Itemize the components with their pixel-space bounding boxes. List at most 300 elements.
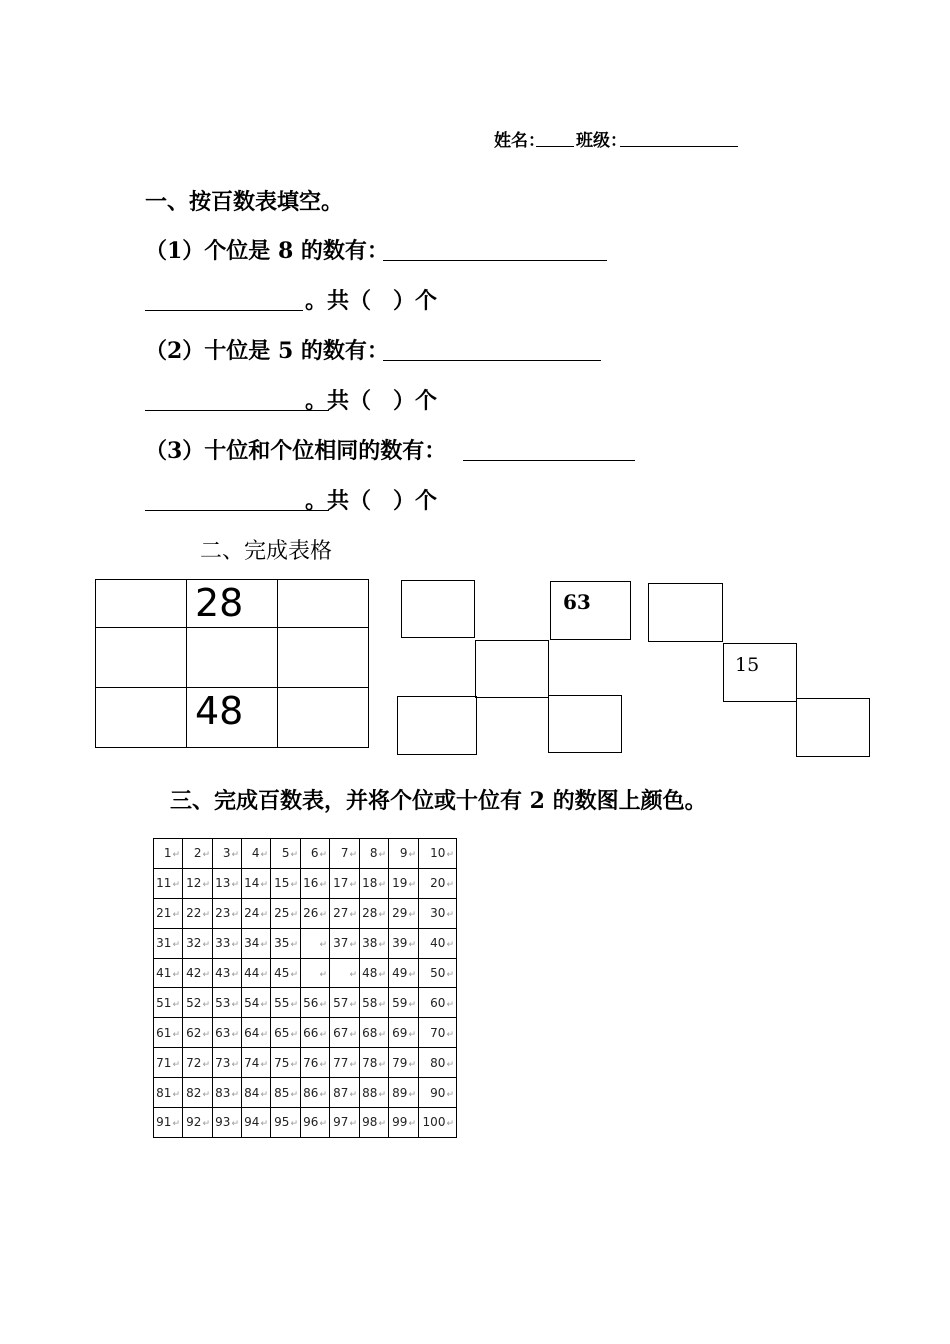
hundred-cell-number: 12: [186, 876, 202, 891]
grid-cell[interactable]: [96, 688, 187, 748]
hundred-cell[interactable]: [419, 958, 457, 988]
return-mark-icon: ↵: [349, 1059, 357, 1070]
return-mark-icon: ↵: [446, 970, 454, 980]
hundred-cell[interactable]: [389, 988, 419, 1018]
hundred-cell[interactable]: [360, 868, 389, 898]
return-mark-icon: ↵: [349, 850, 357, 861]
hundred-cell[interactable]: [330, 839, 360, 869]
hundred-cell-number: 21: [156, 906, 172, 921]
hundred-cell-number: 5: [281, 846, 290, 861]
hundred-cell-number: 67: [333, 1025, 349, 1040]
header-class-label: 班级：: [576, 131, 627, 151]
return-mark-icon: ↵: [290, 1089, 298, 1100]
hundred-cell-number: 14: [244, 876, 260, 891]
hundred-cell[interactable]: [330, 1048, 360, 1078]
return-mark-icon: ↵: [260, 1119, 268, 1130]
return-mark-icon: ↵: [202, 1119, 210, 1130]
hundred-cell-number: 51: [156, 995, 172, 1010]
hundred-cell-number: 1: [163, 846, 172, 861]
return-mark-icon: ↵: [319, 910, 327, 921]
return-mark-icon: ↵: [290, 910, 298, 921]
hundred-cell-number: 59: [392, 995, 408, 1010]
q1-blank-1[interactable]: [383, 260, 607, 261]
hundred-cell[interactable]: [271, 1108, 301, 1138]
return-mark-icon: ↵: [202, 910, 210, 921]
return-mark-icon: ↵: [231, 910, 239, 921]
hundred-cell-blank[interactable]: [330, 958, 360, 988]
hundred-cell[interactable]: [242, 839, 271, 869]
hundred-cell[interactable]: [271, 898, 301, 928]
hundred-cell-number: 33: [215, 936, 231, 951]
hundred-cell[interactable]: [183, 1018, 213, 1048]
hundred-cell[interactable]: [213, 1108, 242, 1138]
hundred-cell-number: 32: [186, 936, 202, 951]
hundred-cell-number: 62: [186, 1025, 202, 1040]
return-mark-icon: ↵: [319, 1119, 327, 1130]
q2-blank-2[interactable]: [145, 410, 329, 411]
hundred-cell-blank[interactable]: [301, 958, 330, 988]
return-mark-icon: ↵: [172, 970, 180, 980]
hundred-cell[interactable]: [419, 898, 457, 928]
section3-title: 三、完成百数表，并将个位或十位有 2 的数图上颜色。: [170, 788, 707, 814]
hundred-cell-number: 64: [244, 1025, 260, 1040]
hundred-cell[interactable]: [242, 958, 271, 988]
hundred-cell[interactable]: [154, 958, 183, 988]
hundred-cell[interactable]: [183, 1108, 213, 1138]
hundred-cell-number: 9: [399, 846, 408, 861]
hundred-cell[interactable]: [360, 1078, 389, 1108]
return-mark-icon: ↵: [446, 999, 454, 1010]
return-mark-icon: ↵: [408, 1119, 416, 1130]
return-mark-icon: ↵: [172, 1059, 180, 1070]
hundred-cell-number: 43: [215, 966, 231, 980]
hundred-cell[interactable]: [154, 988, 183, 1018]
hundred-cell[interactable]: [271, 928, 301, 958]
hundred-chart: [153, 838, 457, 1138]
hundred-cell[interactable]: [213, 1048, 242, 1078]
return-mark-icon: ↵: [408, 880, 416, 891]
hundred-cell[interactable]: [301, 898, 330, 928]
hundred-cell-number: 70: [430, 1025, 446, 1040]
hundred-cell[interactable]: [389, 868, 419, 898]
hundred-cell[interactable]: [330, 868, 360, 898]
return-mark-icon: ↵: [231, 940, 239, 951]
return-mark-icon: ↵: [378, 880, 386, 891]
hundred-cell-number: 68: [362, 1025, 378, 1040]
hundred-cell[interactable]: [271, 1078, 301, 1108]
return-mark-icon: ↵: [408, 999, 416, 1010]
hundred-cell-number: 6: [310, 846, 319, 861]
hundred-cell-number: 10: [430, 846, 446, 861]
hundred-cell-number: 41: [156, 966, 172, 980]
return-mark-icon: ↵: [231, 1089, 239, 1100]
hundred-cell[interactable]: [360, 898, 389, 928]
hundred-cell-number: 100: [422, 1115, 446, 1130]
hundred-cell[interactable]: [419, 839, 457, 869]
grid-cell[interactable]: [187, 628, 278, 688]
return-mark-icon: ↵: [260, 940, 268, 951]
hundred-cell-number: 27: [333, 906, 349, 921]
return-mark-icon: ↵: [446, 880, 454, 891]
fragment-a-box: [550, 581, 631, 640]
fragment-a-value: 63: [563, 590, 591, 614]
hundred-cell[interactable]: [419, 1078, 457, 1108]
return-mark-icon: ↵: [202, 940, 210, 951]
hundred-cell-number: 11: [156, 876, 172, 891]
hundred-cell-number: 99: [392, 1115, 408, 1130]
return-mark-icon: ↵: [202, 970, 210, 980]
hundred-cell-number: 24: [244, 906, 260, 921]
hundred-cell-number: 42: [186, 966, 202, 980]
hundred-cell-number: 79: [392, 1055, 408, 1070]
return-mark-icon: ↵: [202, 1059, 210, 1070]
return-mark-icon: ↵: [319, 970, 327, 980]
return-mark-icon: ↵: [290, 1059, 298, 1070]
hundred-cell-number: 50: [430, 966, 446, 980]
hundred-cell-number: 7: [340, 846, 349, 861]
return-mark-icon: ↵: [319, 999, 327, 1010]
grid-cell[interactable]: [96, 580, 187, 628]
return-mark-icon: ↵: [349, 1029, 357, 1040]
hundred-cell-number: 88: [362, 1085, 378, 1100]
q3-prompt: （3）十位和个位相同的数有：: [145, 438, 447, 464]
return-mark-icon: ↵: [349, 1119, 357, 1130]
hundred-cell-number: 44: [244, 966, 260, 980]
hundred-cell[interactable]: [419, 1048, 457, 1078]
hundred-cell-number: 78: [362, 1055, 378, 1070]
hundred-cell-number: 16: [303, 876, 319, 891]
return-mark-icon: ↵: [408, 1059, 416, 1070]
hundred-cell[interactable]: [183, 958, 213, 988]
hundred-cell[interactable]: [183, 839, 213, 869]
return-mark-icon: ↵: [408, 910, 416, 921]
return-mark-icon: ↵: [408, 1089, 416, 1100]
grid-cell[interactable]: [278, 688, 369, 748]
return-mark-icon: ↵: [172, 1089, 180, 1100]
hundred-cell[interactable]: [213, 1078, 242, 1108]
hundred-cell[interactable]: [360, 958, 389, 988]
return-mark-icon: ↵: [378, 940, 386, 951]
q1-tail: 。共（ ）个: [305, 288, 438, 314]
hundred-cell[interactable]: [271, 868, 301, 898]
hundred-cell-number: 63: [215, 1025, 231, 1040]
hundred-cell[interactable]: [330, 898, 360, 928]
hundred-cell-number: 23: [215, 906, 231, 921]
hundred-cell[interactable]: [154, 928, 183, 958]
return-mark-icon: ↵: [319, 940, 327, 951]
hundred-cell-number: 98: [362, 1115, 378, 1130]
return-mark-icon: ↵: [446, 1029, 454, 1040]
hundred-cell-number: 56: [303, 995, 319, 1010]
return-mark-icon: ↵: [260, 850, 268, 861]
return-mark-icon: ↵: [202, 850, 210, 861]
q3-tail: 。共（ ）个: [305, 488, 438, 514]
hundred-cell-number: 57: [333, 995, 349, 1010]
hundred-cell-number: 71: [156, 1055, 172, 1070]
hundred-cell[interactable]: [271, 988, 301, 1018]
hundred-cell[interactable]: [183, 898, 213, 928]
return-mark-icon: ↵: [319, 1059, 327, 1070]
fragment-a-box[interactable]: [475, 640, 549, 698]
hundred-cell[interactable]: [242, 1108, 271, 1138]
hundred-cell-number: 60: [430, 995, 446, 1010]
hundred-cell-number: 19: [392, 876, 408, 891]
return-mark-icon: ↵: [349, 970, 357, 980]
hundred-cell[interactable]: [242, 868, 271, 898]
hundred-cell[interactable]: [271, 839, 301, 869]
hundred-cell[interactable]: [301, 839, 330, 869]
hundred-cell[interactable]: [389, 928, 419, 958]
hundred-cell[interactable]: [213, 839, 242, 869]
fragment-b-box: [723, 643, 797, 702]
hundred-cell[interactable]: [389, 1048, 419, 1078]
return-mark-icon: ↵: [446, 910, 454, 921]
hundred-cell-number: 92: [186, 1115, 202, 1130]
q3-blank-2[interactable]: [145, 510, 329, 511]
hundred-cell-number: 15: [274, 876, 290, 891]
hundred-cell[interactable]: [213, 988, 242, 1018]
q1-prompt: （1）个位是 8 的数有：: [145, 238, 389, 264]
hundred-cell[interactable]: [360, 1108, 389, 1138]
hundred-cell[interactable]: [360, 988, 389, 1018]
hundred-cell[interactable]: [330, 1108, 360, 1138]
hundred-cell-number: 89: [392, 1085, 408, 1100]
return-mark-icon: ↵: [319, 850, 327, 861]
hundred-cell[interactable]: [301, 1108, 330, 1138]
fragment-b-value: 15: [735, 654, 760, 676]
hundred-cell[interactable]: [360, 928, 389, 958]
hundred-cell[interactable]: [242, 928, 271, 958]
hundred-cell-number: 77: [333, 1055, 349, 1070]
hundred-cell[interactable]: [154, 868, 183, 898]
hundred-cell-number: 61: [156, 1025, 172, 1040]
hundred-cell[interactable]: [242, 1048, 271, 1078]
hundred-cell[interactable]: [183, 988, 213, 1018]
hundred-cell[interactable]: [154, 839, 183, 869]
hundred-cell[interactable]: [213, 868, 242, 898]
hundred-cell[interactable]: [389, 839, 419, 869]
hundred-cell-number: 73: [215, 1055, 231, 1070]
hundred-cell[interactable]: [242, 1018, 271, 1048]
hundred-cell[interactable]: [154, 1078, 183, 1108]
hundred-cell-number: 30: [430, 906, 446, 921]
hundred-cell-number: 85: [274, 1085, 290, 1100]
hundred-cell[interactable]: [301, 988, 330, 1018]
hundred-cell[interactable]: [389, 898, 419, 928]
hundred-cell[interactable]: [389, 1108, 419, 1138]
return-mark-icon: ↵: [260, 910, 268, 921]
return-mark-icon: ↵: [290, 940, 298, 951]
return-mark-icon: ↵: [319, 880, 327, 891]
return-mark-icon: ↵: [231, 999, 239, 1010]
return-mark-icon: ↵: [260, 880, 268, 891]
hundred-cell[interactable]: [154, 1018, 183, 1048]
hundred-cell[interactable]: [301, 1078, 330, 1108]
return-mark-icon: ↵: [172, 1029, 180, 1040]
return-mark-icon: ↵: [349, 1089, 357, 1100]
hundred-cell-number: 35: [274, 936, 290, 951]
hundred-cell[interactable]: [419, 988, 457, 1018]
return-mark-icon: ↵: [378, 850, 386, 861]
hundred-cell[interactable]: [330, 928, 360, 958]
hundred-cell[interactable]: [389, 1018, 419, 1048]
hundred-cell[interactable]: [183, 928, 213, 958]
hundred-cell[interactable]: [301, 868, 330, 898]
return-mark-icon: ↵: [231, 880, 239, 891]
hundred-cell-number: 38: [362, 936, 378, 951]
return-mark-icon: ↵: [378, 1059, 386, 1070]
section1-title: 一、按百数表填空。: [145, 189, 344, 215]
hundred-cell[interactable]: [213, 958, 242, 988]
return-mark-icon: ↵: [378, 1089, 386, 1100]
return-mark-icon: ↵: [408, 940, 416, 951]
hundred-cell[interactable]: [271, 958, 301, 988]
fragment-a-box[interactable]: [401, 580, 475, 638]
return-mark-icon: ↵: [172, 940, 180, 951]
q1-blank-2[interactable]: [145, 310, 303, 311]
hundred-cell-number: 28: [362, 906, 378, 921]
hundred-cell-number: 86: [303, 1085, 319, 1100]
return-mark-icon: ↵: [202, 1029, 210, 1040]
hundred-cell-number: 49: [392, 966, 408, 980]
hundred-cell[interactable]: [389, 958, 419, 988]
name-blank[interactable]: [536, 146, 574, 147]
hundred-cell[interactable]: [419, 1108, 457, 1138]
hundred-cell-number: 13: [215, 876, 231, 891]
hundred-cell-number: 31: [156, 936, 172, 951]
hundred-cell-number: 72: [186, 1055, 202, 1070]
return-mark-icon: ↵: [290, 970, 298, 980]
hundred-cell-number: 26: [303, 906, 319, 921]
hundred-cell[interactable]: [183, 1048, 213, 1078]
return-mark-icon: ↵: [349, 999, 357, 1010]
return-mark-icon: ↵: [172, 1119, 180, 1130]
hundred-cell-number: 76: [303, 1055, 319, 1070]
return-mark-icon: ↵: [260, 1059, 268, 1070]
hundred-cell[interactable]: [242, 898, 271, 928]
return-mark-icon: ↵: [446, 1089, 454, 1100]
hundred-cell-number: 39: [392, 936, 408, 951]
q2-prompt: （2）十位是 5 的数有：: [145, 338, 389, 364]
fragment-a-box[interactable]: [397, 696, 477, 755]
return-mark-icon: ↵: [319, 1029, 327, 1040]
hundred-cell-number: 94: [244, 1115, 260, 1130]
hundred-cell-number: 37: [333, 936, 349, 951]
return-mark-icon: ↵: [378, 999, 386, 1010]
hundred-cell[interactable]: [154, 898, 183, 928]
hundred-cell[interactable]: [419, 868, 457, 898]
hundred-cell-number: 75: [274, 1055, 290, 1070]
q2-blank-1[interactable]: [383, 360, 601, 361]
hundred-cell-blank[interactable]: [301, 928, 330, 958]
grid-cell[interactable]: [96, 628, 187, 688]
class-blank[interactable]: [620, 146, 738, 147]
return-mark-icon: ↵: [260, 1029, 268, 1040]
hundred-cell[interactable]: [301, 1018, 330, 1048]
hundred-cell[interactable]: [242, 1078, 271, 1108]
hundred-cell-number: 91: [156, 1115, 172, 1130]
hundred-cell[interactable]: [330, 988, 360, 1018]
hundred-cell[interactable]: [360, 1018, 389, 1048]
hundred-cell[interactable]: [360, 1048, 389, 1078]
return-mark-icon: ↵: [349, 880, 357, 891]
hundred-cell[interactable]: [271, 1048, 301, 1078]
hundred-cell[interactable]: [154, 1108, 183, 1138]
return-mark-icon: ↵: [408, 970, 416, 980]
return-mark-icon: ↵: [446, 940, 454, 951]
hundred-cell-number: 80: [430, 1055, 446, 1070]
fragment-a-box[interactable]: [548, 695, 622, 753]
hundred-cell[interactable]: [271, 1018, 301, 1048]
number-grid-3x3: [95, 579, 369, 748]
grid-cell: 48: [187, 688, 278, 748]
hundred-cell-number: 48: [362, 966, 378, 980]
hundred-cell-number: 17: [333, 876, 349, 891]
hundred-cell-number: 93: [215, 1115, 231, 1130]
hundred-cell-number: 34: [244, 936, 260, 951]
return-mark-icon: ↵: [260, 970, 268, 980]
return-mark-icon: ↵: [172, 999, 180, 1010]
hundred-cell-number: 53: [215, 995, 231, 1010]
grid-cell[interactable]: [278, 580, 369, 628]
hundred-cell[interactable]: [213, 1018, 242, 1048]
hundred-cell-number: 66: [303, 1025, 319, 1040]
section2-title: 二、完成表格: [200, 539, 333, 564]
return-mark-icon: ↵: [408, 850, 416, 861]
return-mark-icon: ↵: [446, 1059, 454, 1070]
hundred-cell[interactable]: [242, 988, 271, 1018]
hundred-cell[interactable]: [213, 928, 242, 958]
return-mark-icon: ↵: [290, 999, 298, 1010]
hundred-cell[interactable]: [183, 1078, 213, 1108]
hundred-cell[interactable]: [419, 1018, 457, 1048]
q3-blank-1[interactable]: [463, 460, 635, 461]
return-mark-icon: ↵: [408, 1029, 416, 1040]
hundred-cell-number: 95: [274, 1115, 290, 1130]
hundred-cell-number: 45: [274, 966, 290, 980]
return-mark-icon: ↵: [231, 1059, 239, 1070]
grid-cell[interactable]: [278, 628, 369, 688]
hundred-cell[interactable]: [154, 1048, 183, 1078]
return-mark-icon: ↵: [231, 1119, 239, 1130]
return-mark-icon: ↵: [231, 850, 239, 861]
return-mark-icon: ↵: [290, 850, 298, 861]
hundred-cell-number: 20: [430, 876, 446, 891]
return-mark-icon: ↵: [260, 999, 268, 1010]
hundred-cell-number: 83: [215, 1085, 231, 1100]
return-mark-icon: ↵: [231, 1029, 239, 1040]
hundred-cell-number: 55: [274, 995, 290, 1010]
return-mark-icon: ↵: [378, 910, 386, 921]
hundred-cell[interactable]: [301, 1048, 330, 1078]
return-mark-icon: ↵: [202, 880, 210, 891]
fragment-b-box[interactable]: [648, 583, 723, 642]
hundred-cell[interactable]: [183, 868, 213, 898]
fragment-b-box[interactable]: [796, 698, 870, 757]
return-mark-icon: ↵: [172, 910, 180, 921]
hundred-cell[interactable]: [213, 898, 242, 928]
hundred-cell[interactable]: [419, 928, 457, 958]
hundred-cell-number: 90: [430, 1085, 446, 1100]
hundred-cell[interactable]: [360, 839, 389, 869]
hundred-cell[interactable]: [330, 1078, 360, 1108]
return-mark-icon: ↵: [349, 940, 357, 951]
return-mark-icon: ↵: [446, 1119, 454, 1130]
grid-cell: 28: [187, 580, 278, 628]
return-mark-icon: ↵: [446, 850, 454, 861]
hundred-cell[interactable]: [389, 1078, 419, 1108]
hundred-cell[interactable]: [330, 1018, 360, 1048]
